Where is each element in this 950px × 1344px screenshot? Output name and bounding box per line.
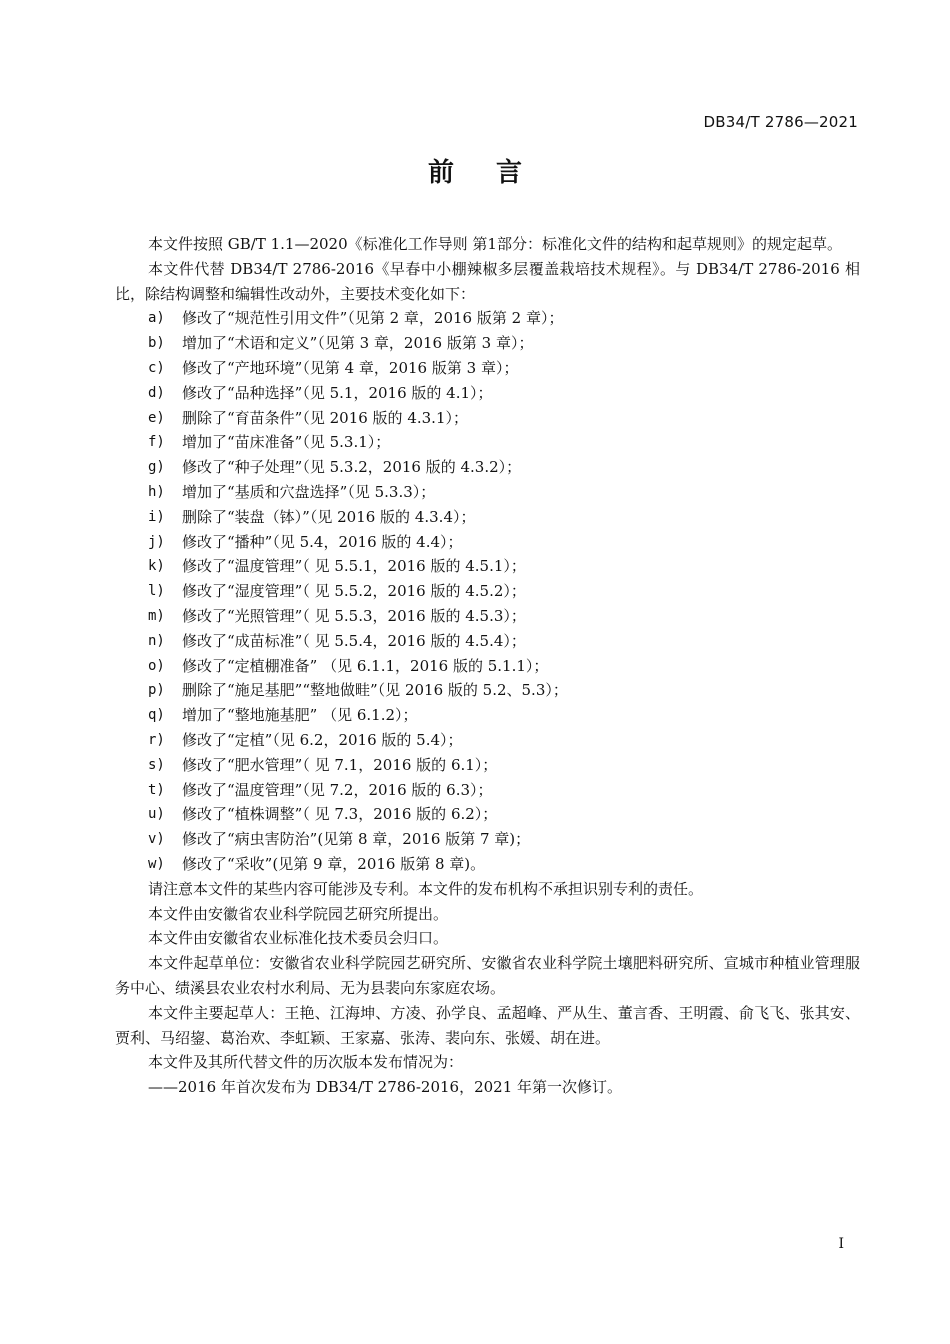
list-marker: p): [148, 682, 165, 699]
list-item-text: 修改了“温度管理”（ 见 5.5.1，2016 版的 4.5.1）；: [182, 557, 526, 576]
list-item: [115, 579, 860, 604]
list-marker: g): [148, 459, 165, 476]
list-item-text: 增加了“整地施基肥” （见 6.1.2）；: [182, 706, 418, 725]
list-marker: s): [148, 756, 165, 773]
drafting-units: 本文件起草单位：安徽省农业科学院园艺研究所、安徽省农业科学院土壤肥料研究所、宣城市种植业管理服务中心、绩溪县农业农村水利局、无为县裴向东家庭农场。: [115, 954, 860, 997]
list-item-text: 修改了“采收”(见第 9 章，2016 版第 8 章)。: [182, 854, 486, 873]
list-item-text: 增加了“基质和穴盘选择”（见 5.3.3）；: [182, 482, 436, 501]
list-item: [115, 778, 860, 803]
list-item-text: 删除了“育苗条件”（见 2016 版的 4.3.1）；: [182, 408, 468, 427]
list-item-text: 修改了“种子处理”（见 5.3.2，2016 版的 4.3.2）；: [182, 458, 522, 477]
list-item-text: 修改了“光照管理”（ 见 5.5.3，2016 版的 4.5.3）；: [182, 606, 526, 625]
list-marker: e): [148, 409, 165, 426]
list-marker: k): [148, 558, 165, 575]
list-item: [115, 703, 860, 728]
page-title: 前言: [427, 158, 564, 188]
list-item-text: 修改了“产地环境”（见第 4 章，2016 版第 3 章）；: [182, 358, 519, 377]
list-marker: u): [148, 806, 165, 823]
list-marker: j): [148, 533, 165, 550]
intro-paragraph: 本文件代替 DB34/T 2786-2016《早春中小棚辣椒多层覆盖栽培技术规程》。与 DB34/T 2786-2016 相比，除结构调整和编辑性改动外，主要技术变化如下：: [115, 259, 860, 303]
list-marker: b): [148, 335, 165, 352]
technical-changes-list: [115, 306, 860, 876]
list-marker: q): [148, 707, 165, 724]
list-item: [115, 455, 860, 480]
list-item-text: 删除了“施足基肥”“整地做畦”（见 2016 版的 5.2、5.3）；: [182, 681, 568, 700]
list-item-text: 修改了“病虫害防治”(见第 8 章，2016 版第 7 章)；: [182, 830, 531, 849]
document-body: [115, 232, 860, 1100]
list-item-text: 修改了“规范性引用文件”（见第 2 章，2016 版第 2 章）；: [182, 309, 564, 328]
list-item: [115, 629, 860, 654]
list-marker: l): [148, 583, 165, 600]
list-item-text: 修改了“温度管理”（见 7.2，2016 版的 6.3）；: [182, 780, 493, 799]
list-item: [115, 827, 860, 852]
list-marker: w): [148, 855, 165, 872]
proposer-statement: 本文件由安徽省农业科学院园艺研究所提出。: [148, 904, 449, 923]
main-drafters: 本文件主要起草人：王艳、江海坤、方凌、孙学良、孟超峰、严从生、董言香、王明霞、俞飞飞、张其安、贾利、马绍鋆、葛治欢、李虹颖、王家嘉、张涛、裴向东、张媛、胡在进。: [115, 1003, 860, 1047]
list-marker: i): [148, 508, 165, 525]
list-marker: h): [148, 483, 165, 500]
list-item-text: 修改了“定植棚准备” （见 6.1.1，2016 版的 5.1.1）；: [182, 656, 549, 675]
list-item-text: 增加了“苗床准备”（见 5.3.1）；: [182, 433, 391, 452]
list-marker: c): [148, 359, 165, 376]
list-item: [115, 430, 860, 455]
list-marker: v): [148, 831, 165, 848]
list-item: [115, 604, 860, 629]
version-history-intro: 本文件及其所代替文件的历次版本发布情况为：: [148, 1053, 464, 1072]
list-marker: f): [148, 434, 165, 451]
list-item-text: 修改了“湿度管理”（ 见 5.5.2，2016 版的 4.5.2）；: [182, 582, 526, 601]
list-item: [115, 678, 860, 703]
list-item: [115, 852, 860, 877]
list-marker: o): [148, 657, 165, 674]
intro-paragraph: 本文件按照 GB/T 1.1—2020《标准化工作导则 第1部分：标准化文件的结构和起草规则》的规定起草。: [148, 235, 842, 253]
list-marker: a): [148, 310, 165, 327]
list-item-text: 修改了“植株调整”（ 见 7.3，2016 版的 6.2）；: [182, 805, 498, 824]
list-marker: n): [148, 632, 165, 649]
list-item: [115, 505, 860, 530]
page-number: I: [838, 1236, 844, 1252]
version-history-item: ——2016 年首次发布为 DB34/T 2786-2016，2021 年第一次修订。: [148, 1078, 623, 1097]
list-item-text: 删除了“装盘（钵）”（见 2016 版的 4.3.4）；: [182, 507, 476, 526]
list-item: [115, 753, 860, 778]
list-marker: r): [148, 731, 165, 748]
centralized-statement: 本文件由安徽省农业标准化技术委员会归口。: [148, 929, 449, 948]
list-item: [115, 530, 860, 555]
list-item: [115, 331, 860, 356]
list-item-text: 修改了“播种”（见 5.4，2016 版的 4.4）；: [182, 532, 463, 551]
standard-code: DB34/T 2786—2021: [703, 113, 858, 131]
list-item: [115, 728, 860, 753]
list-item-text: 增加了“术语和定义”（见第 3 章，2016 版第 3 章）；: [182, 334, 534, 353]
patent-notice: 请注意本文件的某些内容可能涉及专利。本文件的发布机构不承担识别专利的责任。: [148, 879, 704, 898]
list-marker: m): [148, 607, 165, 624]
list-item: [115, 406, 860, 431]
list-marker: d): [148, 384, 165, 401]
list-marker: t): [148, 781, 165, 798]
list-item-text: 修改了“定植”（见 6.2，2016 版的 5.4）；: [182, 730, 463, 749]
list-item: [115, 802, 860, 827]
list-item-text: 修改了“成苗标准”（ 见 5.5.4，2016 版的 4.5.4）；: [182, 631, 526, 650]
list-item: [115, 654, 860, 679]
list-item: [115, 381, 860, 406]
list-item: [115, 480, 860, 505]
list-item: [115, 306, 860, 331]
list-item: [115, 554, 860, 579]
list-item-text: 修改了“品种选择”（见 5.1，2016 版的 4.1）；: [182, 383, 493, 402]
list-item: [115, 356, 860, 381]
list-item-text: 修改了“肥水管理”（ 见 7.1，2016 版的 6.1）；: [182, 755, 498, 774]
